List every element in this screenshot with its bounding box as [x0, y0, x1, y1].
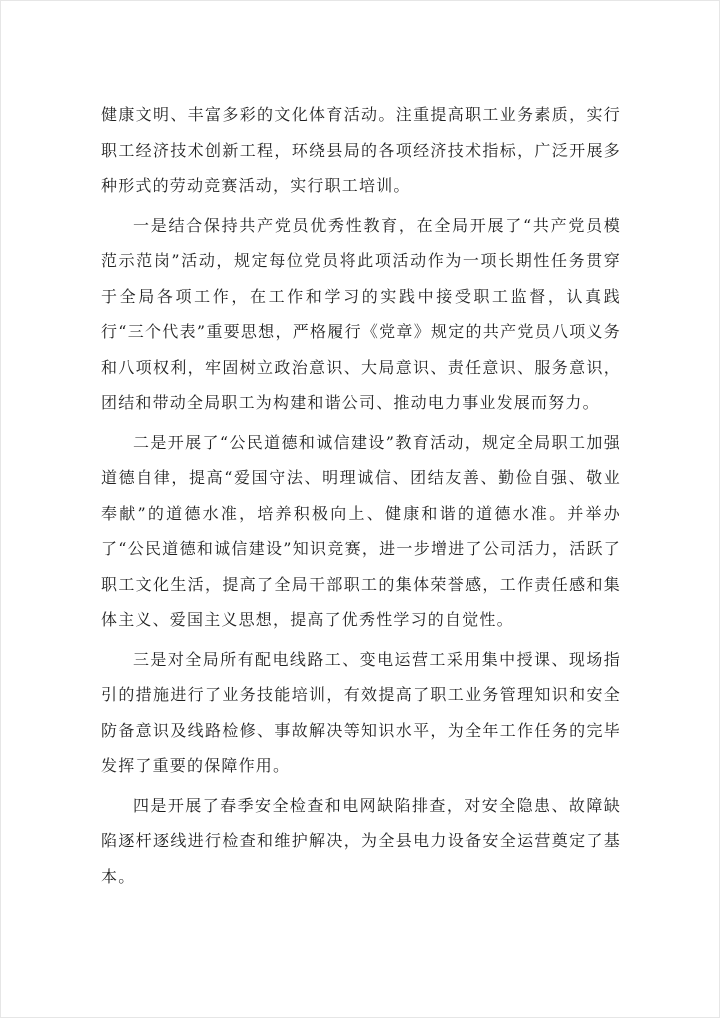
paragraph-4: 三是对全局所有配电线路工、变电运营工采用集中授课、现场指引的措施进行了业务技能培训，有效提高了职工业务管理知识和安全防备意识及线路检修、事故解决等知识水平，为全年工作任务的完毕发挥了重要的保障作用。	[101, 649, 621, 775]
paragraph-1: 健康文明、丰富多彩的文化体育活动。注重提高职工业务素质，实行职工经济技术创新工程，环绕县局的各项经济技术指标，广泛开展多种形式的劳动竞赛活动，实行职工培训。	[101, 105, 621, 195]
paragraph-5: 四是开展了春季安全检查和电网缺陷排查，对安全隐患、故障缺陷逐杆逐线进行检查和维护解决，为全县电力设备安全运营奠定了基本。	[101, 795, 621, 886]
document-body	[101, 97, 621, 898]
paragraph-2: 一是结合保持共产党员优秀性教育，在全局开展了“共产党员模范示范岗”活动，规定每位党员将此项活动作为一项长期性任务贯穿于全局各项工作，在工作和学习的实践中接受职工监督，认真践行“三个代表”重要思想，严格履行《党章》规定的共产党员八项义务和八项权利，牢固树立政治意识、大局意识、责任意识、服务意识，团结和带动全局职工为构建和谐公司、推动电力事业发展而努力。	[101, 215, 621, 412]
paragraph-3: 二是开展了“公民道德和诚信建设”教育活动，规定全局职工加强道德自律，提高“爱国守法、明理诚信、团结友善、勤俭自强、敬业奉献”的道德水准，培养积极向上、健康和谐的道德水准。并举办了“公民道德和诚信建设”知识竞赛，进一步增进了公司活力，活跃了职工文化生活，提高了全局干部职工的集体荣誉感，工作责任感和集体主义、爱国主义思想，提高了优秀性学习的自觉性。	[101, 432, 621, 629]
